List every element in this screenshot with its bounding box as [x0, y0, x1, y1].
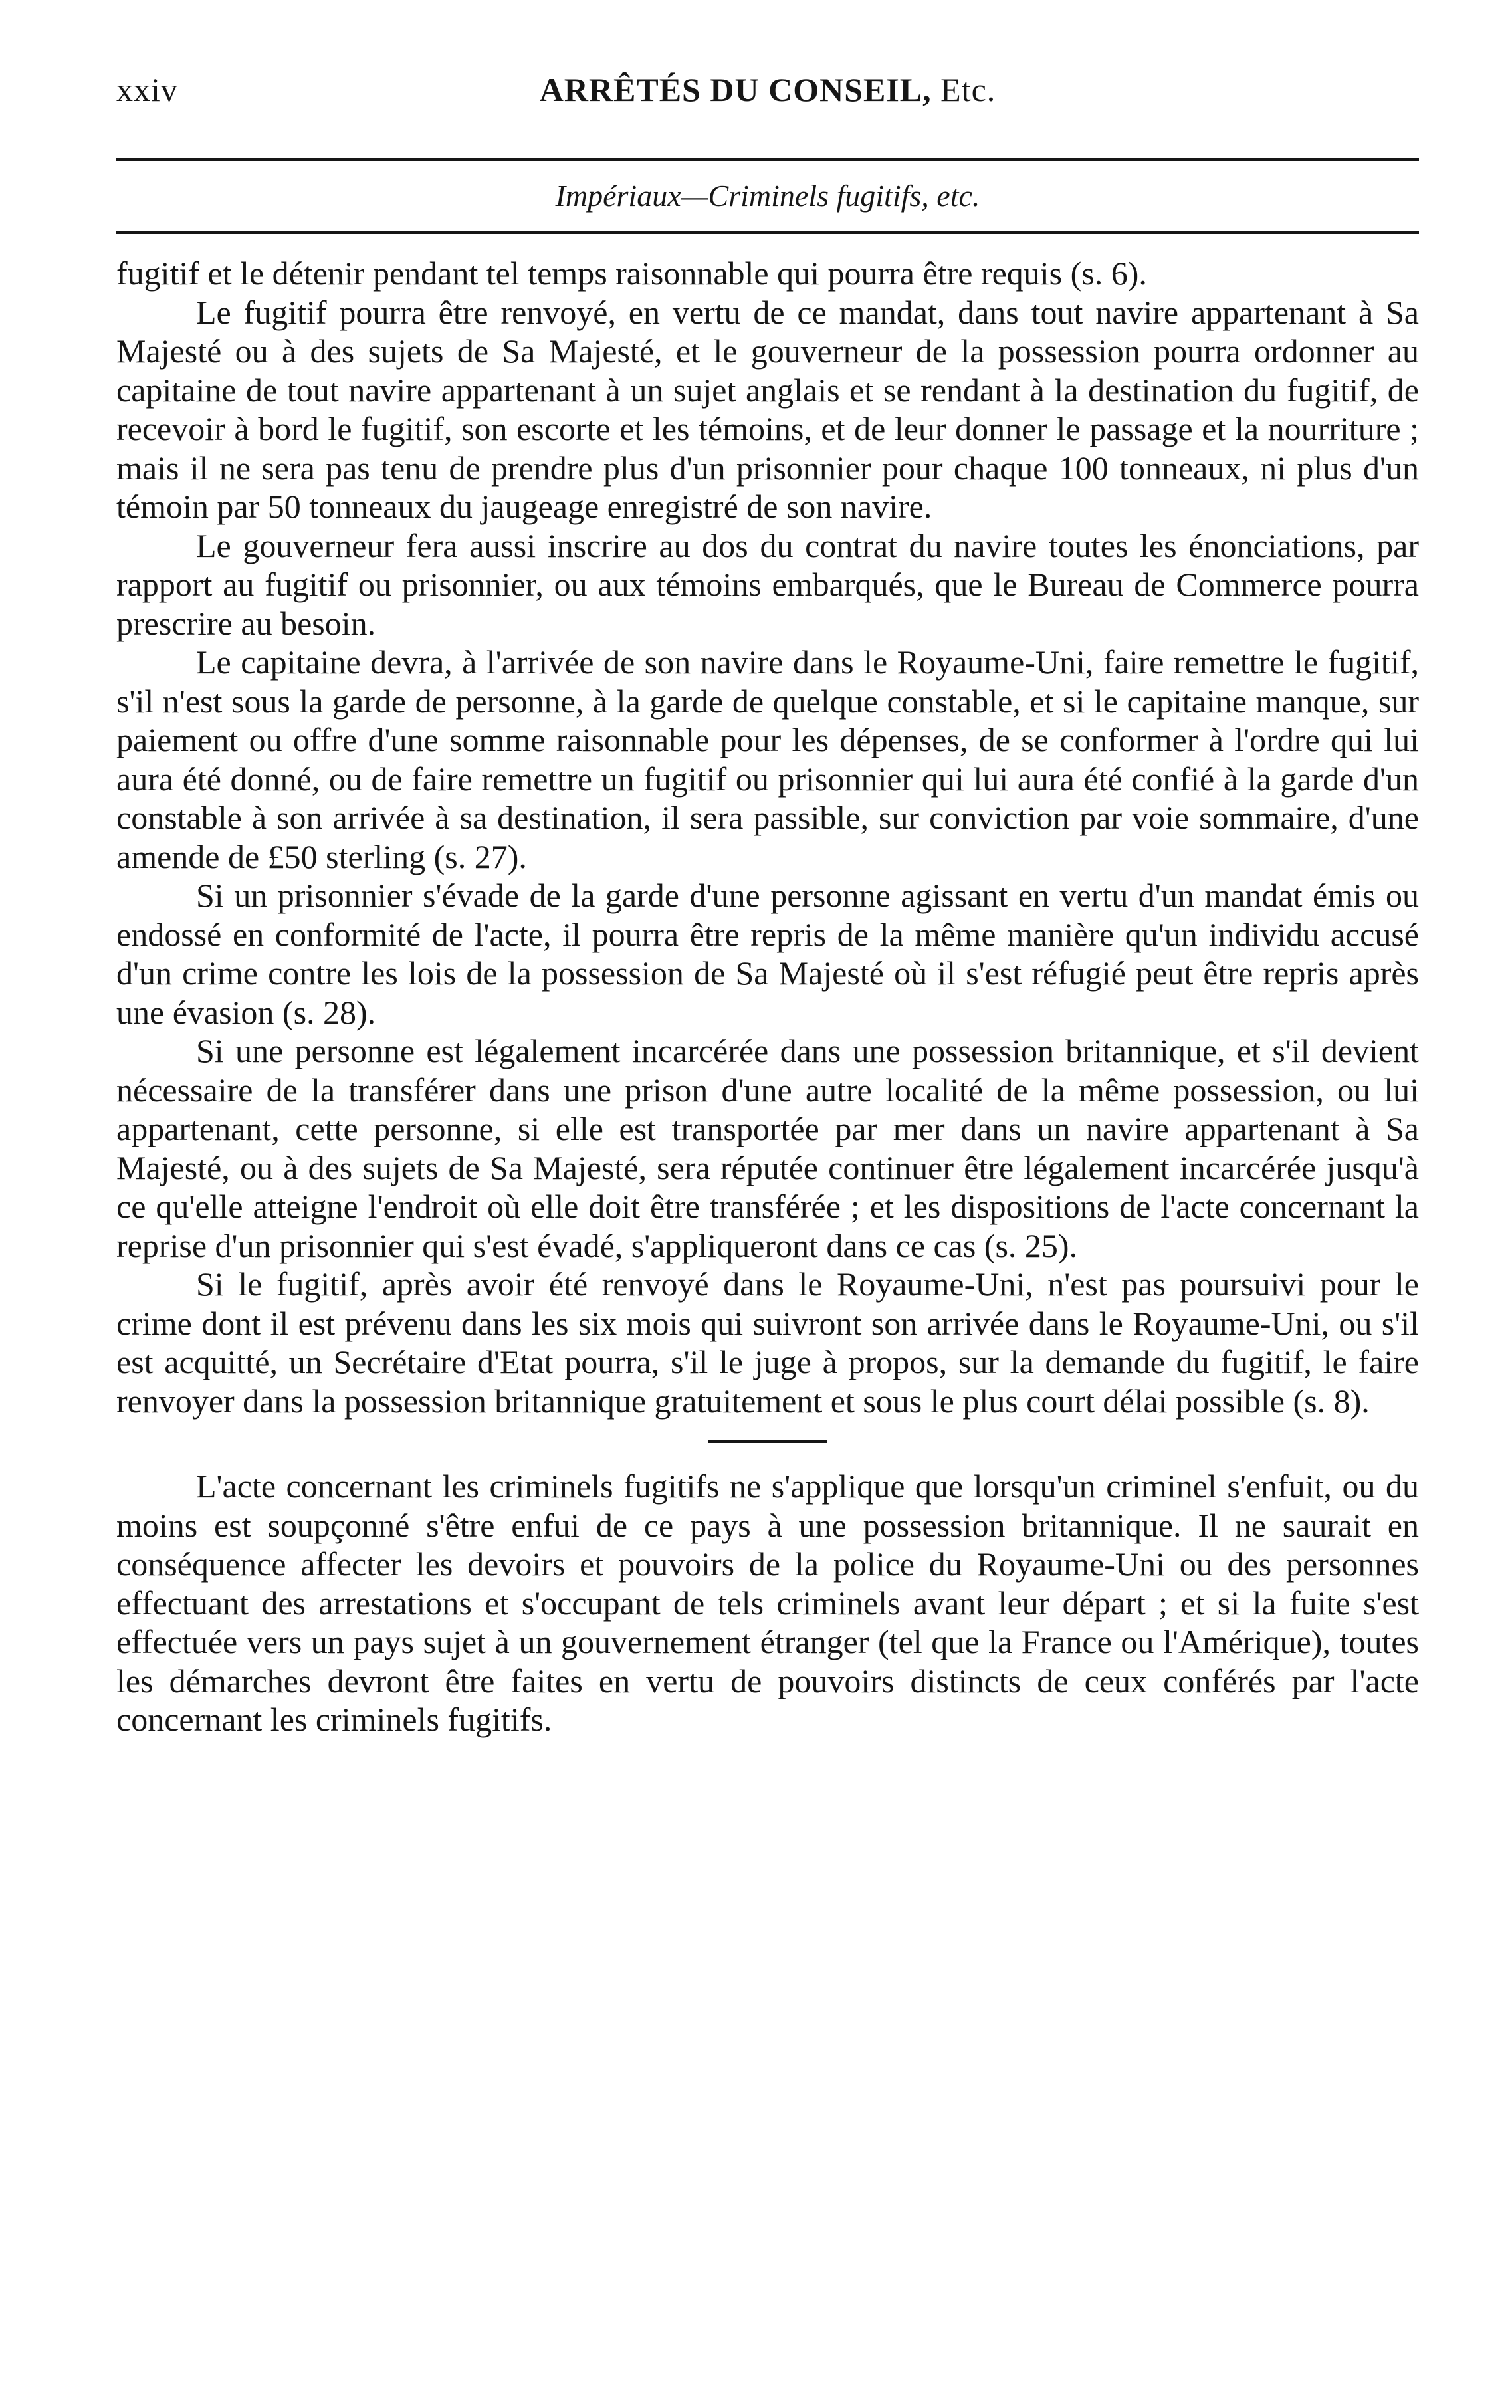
page-header — [116, 66, 1419, 126]
section-separator — [708, 1440, 827, 1443]
header-rule-top — [116, 158, 1419, 161]
header-rule-bottom — [116, 231, 1419, 234]
paragraph-continued: fugitif et le détenir pendant tel temps raisonnable qui pourra être requis (s. 6). — [116, 255, 1147, 292]
paragraph: Le gouverneur fera aussi inscrire au dos du contrat du navire toutes les énonciations, par rapport au fugitif ou prisonnier, ou aux témoins embarqués, que le Bureau de Commerce pourra prescrire au besoin. — [116, 526, 1419, 642]
paragraph: Si une personne est légalement incarcérée dans une possession britannique, et s'il devient nécessaire de la transférer dans une prison d'une autre localité de la même possession, ou lui appartenant, cette personne, si elle est transportée par mer dans un navire appartenant à Sa Majesté, ou à des sujets de Sa Majesté, sera réputée continuer être légalement incarcérée jusqu'à ce qu'elle atteigne l'endroit où elle doit être transférée ; et les dispositions de l'acte concernant la reprise d'un prisonnier qui s'est évadé, s'appliqueront dans ce cas (s. 25). — [116, 1032, 1419, 1264]
running-title-etc: Etc. — [940, 71, 996, 108]
page-body — [116, 254, 1419, 1739]
paragraph: Le fugitif pourra être renvoyé, en vertu de ce mandat, dans tout navire appartenant à Sa Majesté ou à des sujets de Sa Majesté, et le gouverneur de la possession pourra ordonner au capitaine de tout navire appartenant à un sujet anglais et se rendant à la destination du fugitif, de recevoir à bord le fugitif, son escorte et les témoins, et de leur donner le passage et la nourriture ; mais il ne sera pas tenu de prendre plus d'un prisonnier pour chaque 100 tonneaux, ni plus d'un témoin par 50 tonneaux du jaugeage enregistré de son navire. — [116, 293, 1419, 525]
paragraph: Si un prisonnier s'évade de la garde d'une personne agissant en vertu d'un mandat émis ou endossé en conformité de l'acte, il pourra être repris de la même manière qu'un individu accusé d'un crime contre les lois de la possession de Sa Majesté où il s'est réfugié peut être repris après une évasion (s. 28). — [116, 877, 1419, 1031]
page-number: xxiv — [116, 71, 178, 108]
closing-paragraph: L'acte concernant les criminels fugitifs ne s'applique que lorsqu'un criminel s'enfuit, ou du moins est soupçonné s'être enfui de ce pays à une possession britannique. Il ne saurait en conséquence affecter les devoirs et pouvoirs de la police du Royaume-Uni ou des personnes effectuant des arrestations et s'occupant de tels criminels avant leur départ ; et si la fuite s'est effectuée vers un pays sujet à un gouvernement étranger (tel que la France ou l'Amérique), toutes les démarches devront être faites en vertu de pouvoirs distincts de ceux conférés par l'acte concernant les criminels fugitifs. — [116, 1468, 1419, 1738]
running-title-main: ARRÊTÉS DU CONSEIL, — [539, 71, 932, 108]
section-heading: Impériaux—Criminels fugitifs, etc. — [555, 179, 980, 213]
paragraph: Si le fugitif, après avoir été renvoyé dans le Royaume-Uni, n'est pas poursuivi pour le crime dont il est prévenu dans les six mois qui suivront son arrivée dans le Royaume-Uni, ou s'il est acquitté, un Secrétaire d'Etat pourra, s'il le juge à propos, sur la demande du fugitif, le faire renvoyer dans la possession britannique gratuitement et sous le plus court délai possible (s. 8). — [116, 1265, 1419, 1420]
book-page — [116, 66, 1419, 1738]
running-title — [116, 66, 1419, 113]
paragraph: Le capitaine devra, à l'arrivée de son navire dans le Royaume-Uni, faire remettre le fugitif, s'il n'est sous la garde de personne, à la garde de quelque constable, et si le capitaine manque, sur paiement ou offre d'une somme raisonnable pour les dépenses, de se conformer à l'ordre qui lui aura été donné, ou de faire remettre un fugitif ou prisonnier qui lui aura été confié à la garde d'un constable à son arrivée à sa destination, il sera passible, sur conviction par voie sommaire, d'une amende de £50 sterling (s. 27). — [116, 643, 1419, 875]
